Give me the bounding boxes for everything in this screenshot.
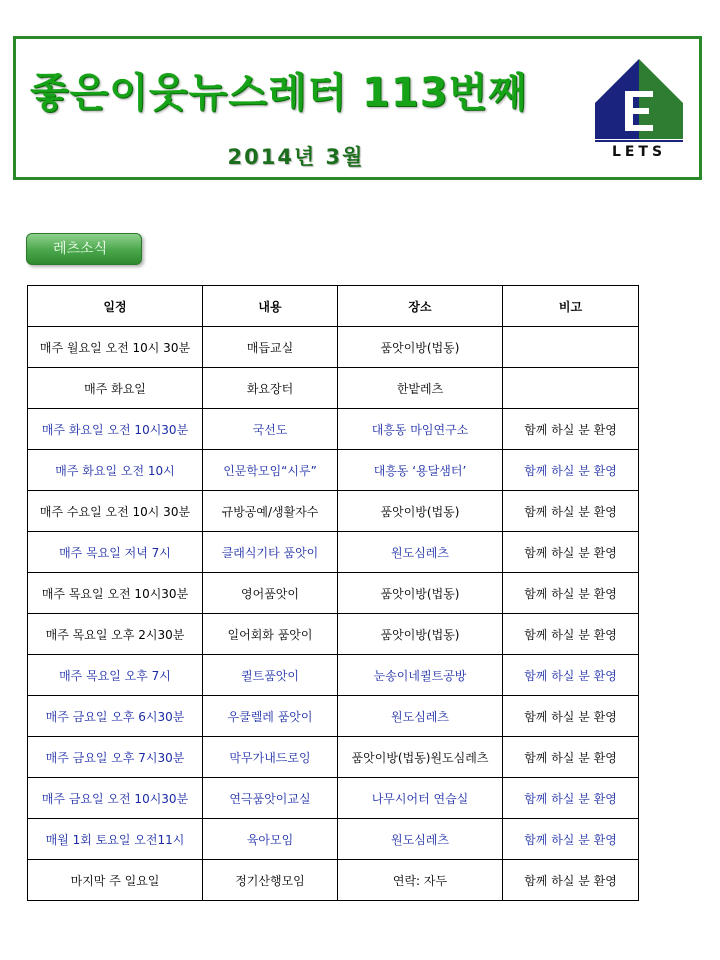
- cell-content: 막무가내드로잉: [203, 737, 338, 778]
- cell-content: 영어품앗이: [203, 573, 338, 614]
- table-row: [28, 778, 639, 819]
- newsletter-banner: [13, 36, 702, 180]
- cell-content: 퀼트품앗이: [203, 655, 338, 696]
- header-place: 장소: [338, 286, 503, 327]
- table-row: [28, 614, 639, 655]
- cell-place: 원도심레츠: [338, 532, 503, 573]
- cell-content: 규방공예/생활자수: [203, 491, 338, 532]
- cell-note: [503, 368, 639, 409]
- table-row: [28, 573, 639, 614]
- table-row: [28, 860, 639, 901]
- cell-note: 함께 하실 분 환영: [503, 573, 639, 614]
- cell-schedule: 매주 금요일 오전 10시30분: [28, 778, 203, 819]
- cell-place: 한밭레츠: [338, 368, 503, 409]
- table-row: [28, 696, 639, 737]
- header-schedule: 일정: [28, 286, 203, 327]
- cell-schedule: 매주 목요일 저녁 7시: [28, 532, 203, 573]
- cell-note: 함께 하실 분 환영: [503, 491, 639, 532]
- table-row: [28, 655, 639, 696]
- table-row: [28, 409, 639, 450]
- cell-schedule: 매주 화요일 오전 10시30분: [28, 409, 203, 450]
- cell-place: 품앗이방(법동)원도심레츠: [338, 737, 503, 778]
- cell-place: 품앗이방(법동): [338, 491, 503, 532]
- cell-content: 클래식기타 품앗이: [203, 532, 338, 573]
- cell-note: 함께 하실 분 환영: [503, 737, 639, 778]
- table-row: [28, 532, 639, 573]
- cell-content: 우쿨렐레 품앗이: [203, 696, 338, 737]
- cell-content: 정기산행모임: [203, 860, 338, 901]
- cell-note: 함께 하실 분 환영: [503, 409, 639, 450]
- cell-note: [503, 327, 639, 368]
- section-tab-lets-news[interactable]: 레츠소식: [26, 233, 142, 265]
- lets-house-logo-icon: [591, 53, 687, 159]
- table-row: [28, 737, 639, 778]
- cell-schedule: 매주 화요일 오전 10시: [28, 450, 203, 491]
- cell-note: 함께 하실 분 환영: [503, 655, 639, 696]
- cell-note: 함께 하실 분 환영: [503, 860, 639, 901]
- cell-place: 품앗이방(법동): [338, 573, 503, 614]
- cell-place: 품앗이방(법동): [338, 614, 503, 655]
- cell-schedule: 마지막 주 일요일: [28, 860, 203, 901]
- table-row: [28, 368, 639, 409]
- cell-place: 품앗이방(법동): [338, 327, 503, 368]
- cell-place: 연락: 자두: [338, 860, 503, 901]
- cell-place: 대흥동 ‘용달샘터’: [338, 450, 503, 491]
- table-header-row: [28, 286, 639, 327]
- table-row: [28, 450, 639, 491]
- cell-schedule: 매월 1회 토요일 오전11시: [28, 819, 203, 860]
- cell-place: 나무시어터 연습실: [338, 778, 503, 819]
- header-content: 내용: [203, 286, 338, 327]
- cell-schedule: 매주 수요일 오전 10시 30분: [28, 491, 203, 532]
- cell-schedule: 매주 화요일: [28, 368, 203, 409]
- table-row: [28, 819, 639, 860]
- schedule-table: [27, 285, 639, 901]
- newsletter-title: 좋은이웃뉴스레터 113번째: [30, 70, 528, 116]
- cell-content: 매듭교실: [203, 327, 338, 368]
- cell-schedule: 매주 금요일 오후 7시30분: [28, 737, 203, 778]
- cell-note: 함께 하실 분 환영: [503, 532, 639, 573]
- table-row: [28, 327, 639, 368]
- cell-place: 대흥동 마임연구소: [338, 409, 503, 450]
- cell-content: 화요장터: [203, 368, 338, 409]
- cell-schedule: 매주 목요일 오전 10시30분: [28, 573, 203, 614]
- cell-note: 함께 하실 분 환영: [503, 614, 639, 655]
- cell-schedule: 매주 목요일 오후 7시: [28, 655, 203, 696]
- header-note: 비고: [503, 286, 639, 327]
- cell-schedule: 매주 목요일 오후 2시30분: [28, 614, 203, 655]
- cell-note: 함께 하실 분 환영: [503, 696, 639, 737]
- cell-content: 연극품앗이교실: [203, 778, 338, 819]
- cell-content: 국선도: [203, 409, 338, 450]
- cell-place: 원도심레츠: [338, 819, 503, 860]
- cell-schedule: 매주 금요일 오후 6시30분: [28, 696, 203, 737]
- table-row: [28, 491, 639, 532]
- cell-note: 함께 하실 분 환영: [503, 819, 639, 860]
- cell-content: 인문학모임“시루”: [203, 450, 338, 491]
- logo-text: LETS: [611, 144, 667, 159]
- cell-note: 함께 하실 분 환영: [503, 778, 639, 819]
- cell-note: 함께 하실 분 환영: [503, 450, 639, 491]
- cell-place: 원도심레츠: [338, 696, 503, 737]
- newsletter-date: 2014년 3월: [227, 145, 365, 169]
- cell-place: 눈송이네퀼트공방: [338, 655, 503, 696]
- cell-schedule: 매주 월요일 오전 10시 30분: [28, 327, 203, 368]
- cell-content: 일어회화 품앗이: [203, 614, 338, 655]
- cell-content: 육아모임: [203, 819, 338, 860]
